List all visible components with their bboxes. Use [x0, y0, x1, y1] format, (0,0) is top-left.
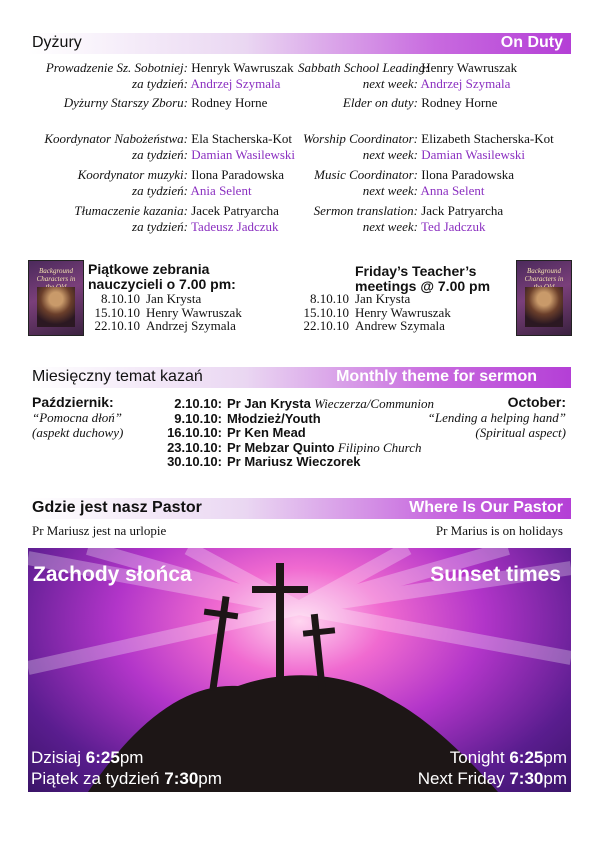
list-item: 22.10.10 Andrew Szymala [303, 318, 445, 333]
sunset-times-en: Tonight 6:25pm Next Friday 7:30pm [417, 748, 567, 788]
book-cover-left: Background Characters in [28, 260, 84, 336]
center-cross-beam [252, 586, 308, 593]
table-row: 16.10.10: Pr Ken Mead [167, 425, 306, 440]
sunset-panel [28, 548, 571, 792]
duty-en-1: Sabbath School Leading: Henry Wawruszak next week: Andrzej Szymala [298, 60, 518, 91]
pastor-heading-pl: Gdzie jest nasz Pastor [32, 499, 202, 516]
duty-en-3: Worship Coordinator: Elizabeth Stacherska-Kot next week: Damian Wasilewski [303, 131, 554, 162]
duty-en-2: Elder on duty: Rodney Horne [342, 95, 498, 110]
table-row: 9.10.10: Młodzież/Youth [174, 410, 321, 426]
book-illustration [37, 287, 75, 327]
friday-title-pl: Piątkowe zebrania nauczycieli o 7.00 pm: [88, 261, 236, 292]
pastor-text-en: Pr Marius is on holidays [435, 523, 563, 538]
duty-pl-3: Koordynator Nabożeństwa: Ela Stacherska-Kot za tydzień: Damian Wasilewski [44, 131, 296, 162]
duty-heading-en: On Duty [500, 34, 563, 51]
duty-pl-1: Prowadzenie Sz. Sobotniej: Henryk Wawruszak za tydzień: Andrzej Szymala [45, 60, 294, 91]
pastor-heading-en: Where Is Our Pastor [409, 499, 563, 516]
theme-pl: Październik: “Pomocna dłoń” (aspekt duchowy) [32, 394, 124, 440]
theme-header [28, 367, 571, 388]
book-illustration [525, 287, 563, 327]
duty-pl-5: Tłumaczenie kazania: Jacek Patryarcha za tydzień: Tadeusz Jadczuk [74, 203, 279, 234]
duty-en-4: Music Coordinator: Ilona Paradowska next week: Anna Selent [314, 167, 515, 198]
list-item: 15.10.10 Henry Wawruszak [303, 304, 451, 320]
duty-header [28, 33, 571, 54]
duty-heading-pl: Dyżury [32, 34, 82, 51]
pastor-header [28, 498, 571, 519]
book-cover-right: Background Characters in [516, 260, 572, 336]
duty-pl-4: Koordynator muzyki: Ilona Paradowska za tydzień: Ania Selent [77, 167, 285, 198]
duty-pl-2: Dyżurny Starszy Zboru: Rodney Horne [63, 95, 268, 110]
sermon-schedule [146, 397, 434, 470]
sunset-title-pl: Zachody słońca [33, 563, 192, 586]
list-item: 8.10.10 Jan Krysta [101, 291, 202, 306]
list-item: 15.10.10 Henry Wawruszak [94, 304, 242, 320]
theme-heading-pl: Miesięczny temat kazań [32, 368, 203, 385]
center-cross-post [276, 563, 284, 678]
table-row: 23.10.10: Pr Mebzar Quinto Filipino Church [167, 439, 422, 455]
theme-en: October: “Lending a helping hand” (Spiritual aspect) [427, 394, 566, 440]
sunset-times-pl: Dzisiaj 6:25pm Piątek za tydzień 7:30pm [31, 748, 222, 788]
table-row: 30.10.10: Pr Mariusz Wieczorek [167, 454, 361, 469]
friday-list-pl [88, 292, 242, 333]
table-row: 2.10.10: Pr Jan Krysta Wieczerza/Communion [174, 396, 434, 411]
theme-heading-en: Monthly theme for sermon [336, 368, 537, 385]
list-item: 22.10.10 Andrzej Szymala [94, 318, 236, 333]
list-item: 8.10.10 Jan Krysta [310, 291, 411, 306]
sunset-title-en: Sunset times [430, 563, 561, 586]
pastor-text-pl: Pr Mariusz jest na urlopie [32, 523, 167, 538]
duty-en-5: Sermon translation: Jack Patryarcha next week: Ted Jadczuk [313, 203, 504, 234]
friday-title-en: Friday’s Teacher’s meetings @ 7.00 pm [355, 263, 491, 294]
friday-list-en [297, 292, 451, 333]
